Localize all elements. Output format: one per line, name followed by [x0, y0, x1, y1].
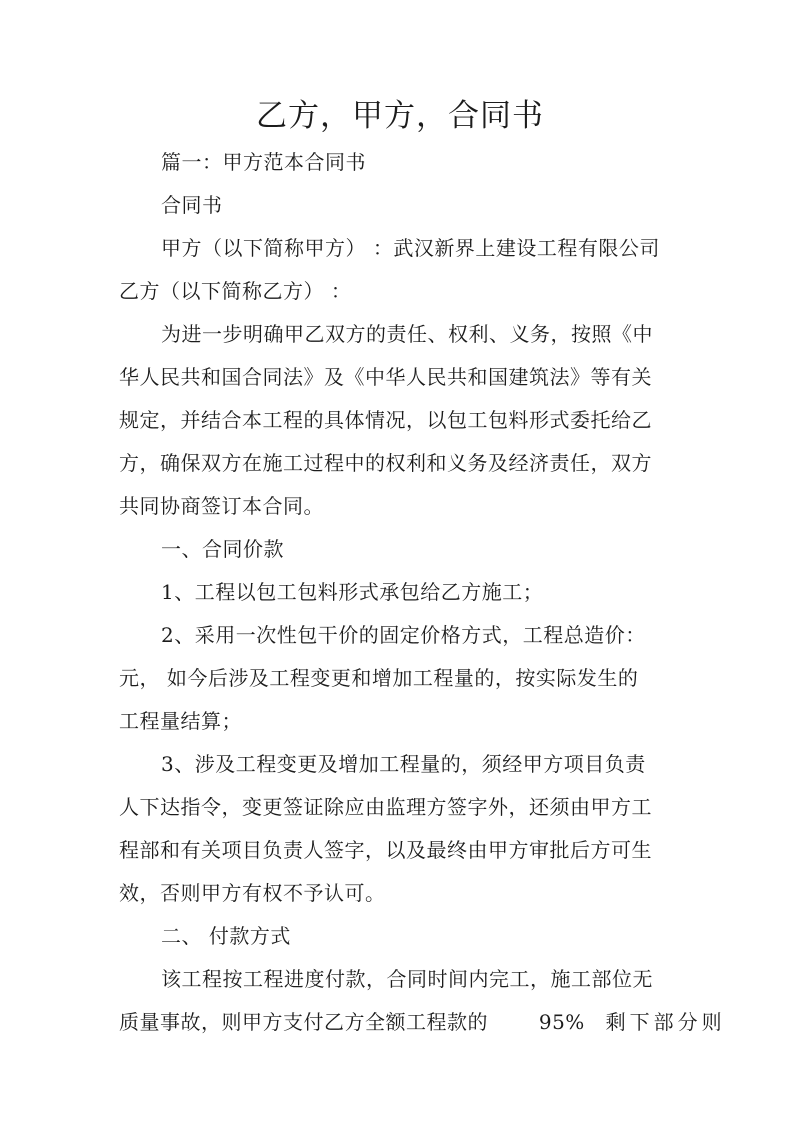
- document-line: 篇一：甲方范本合同书: [161, 150, 366, 174]
- document-line: 工程量结算；: [119, 709, 242, 733]
- payment-percent-value: 95%: [538, 1010, 585, 1034]
- document-line: 乙方（以下简称乙方） ：: [119, 279, 352, 303]
- document-line: 共同协商签订本合同。: [119, 494, 324, 518]
- document-line: 1、工程以包工包料形式承包给乙方施工；: [161, 580, 544, 604]
- payment-line-suffix: 剩下部分则: [605, 1010, 726, 1034]
- document-line-payment: [119, 1001, 726, 1044]
- document-line: 3、涉及工程变更及增加工程量的，须经甲方项目负责: [161, 752, 646, 776]
- document-line: 合同书: [161, 193, 223, 217]
- document-line: 2、采用一次性包干价的固定价格方式，工程总造价：: [161, 623, 646, 647]
- document-line: 规定，并结合本工程的具体情况，以包工包料形式委托给乙: [119, 408, 652, 432]
- document-line: 华人民共和国合同法》及《中华人民共和国建筑法》等有关: [119, 365, 652, 389]
- document-line: 元， 如今后涉及工程变更和增加工程量的，按实际发生的: [119, 666, 639, 690]
- document-line: 该工程按工程进度付款，合同时间内完工，施工部位无: [161, 967, 653, 991]
- document-line: 人下达指令，变更签证除应由监理方签字外，还须由甲方工: [119, 795, 652, 819]
- payment-line-prefix: 质量事故，则甲方支付乙方全额工程款的: [119, 1010, 488, 1034]
- document-line: 效，否则甲方有权不予认可。: [119, 881, 386, 905]
- document-line: 一、合同价款: [161, 537, 284, 561]
- document-line: 为进一步明确甲乙双方的责任、权利、义务，按照《中: [161, 322, 653, 346]
- document-title: 乙方，甲方，合同书: [256, 98, 544, 134]
- document-line: 程部和有关项目负责人签字，以及最终由甲方审批后方可生: [119, 838, 652, 862]
- document-line: 方，确保双方在施工过程中的权利和义务及经济责任，双方: [119, 451, 652, 475]
- document-body: [119, 141, 726, 1044]
- document-line: 二、 付款方式: [161, 924, 291, 948]
- document-line: 甲方（以下简称甲方） ：武汉新界上建设工程有限公司: [161, 236, 660, 260]
